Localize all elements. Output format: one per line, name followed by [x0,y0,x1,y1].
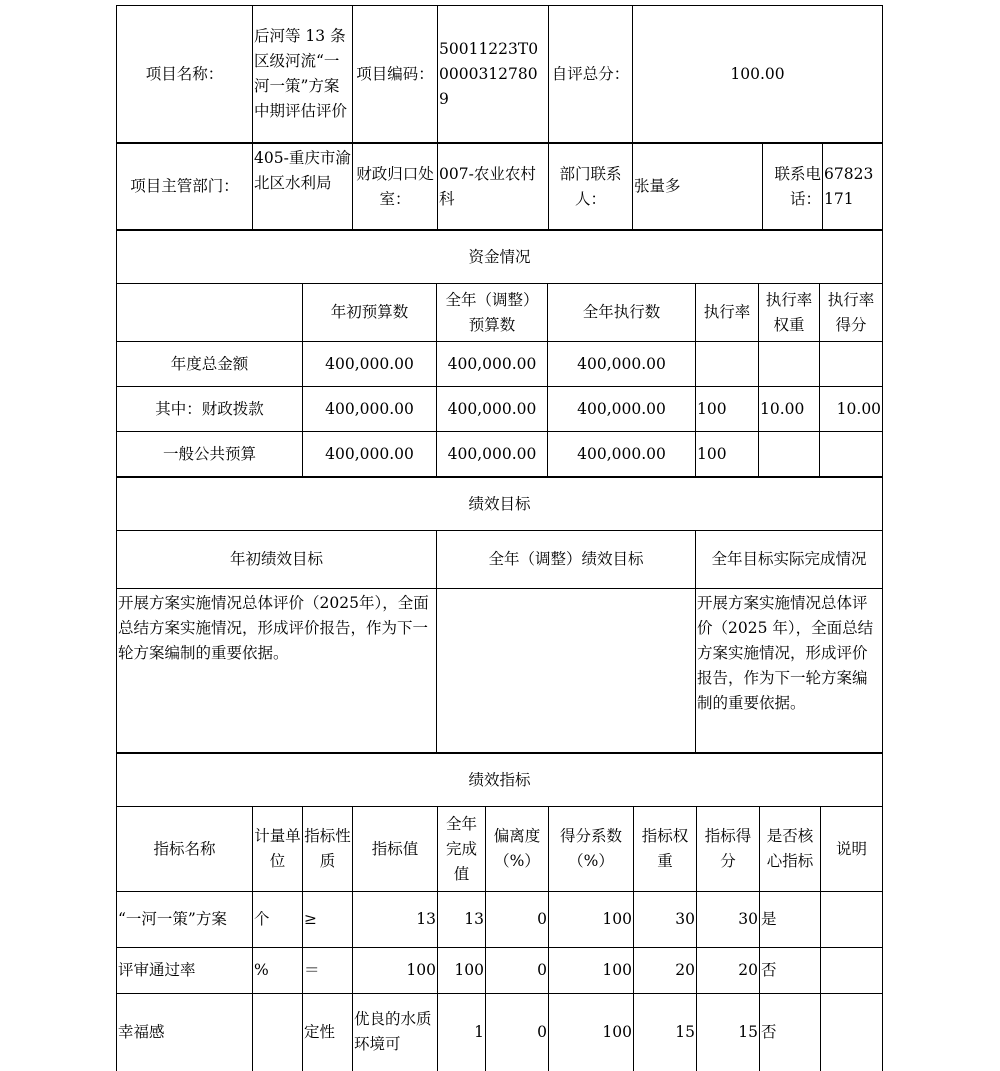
project-name-label: 项目名称： [117,6,253,143]
project-code-label: 项目编码： [353,6,438,143]
goals-initial-text: 开展方案实施情况总体评价（2025年），全面总结方案实施情况，形成评价报告，作为下一轮方案编制的重要依据。 [117,589,437,753]
ind-header-deviation: 偏离度（%） [486,807,549,892]
funds-row-weight: 10.00 [759,387,820,432]
goals-section-title: 绩效目标 [117,478,883,531]
funds-row-initial: 400,000.00 [303,432,437,477]
funds-row-rate [696,342,759,387]
ind-unit: % [253,948,303,994]
ind-deviation: 0 [486,892,549,948]
funds-row [117,387,883,432]
funds-row-initial: 400,000.00 [303,342,437,387]
dept-value: 405-重庆市渝北区水利局 [253,144,353,230]
ind-done: 1 [438,994,486,1071]
funds-row-rate: 100 [696,432,759,477]
project-info-table [116,5,883,143]
ind-header-value: 指标值 [353,807,438,892]
ind-value: 100 [353,948,438,994]
ind-weight: 15 [634,994,697,1071]
ind-header-unit: 计量单位 [253,807,303,892]
table-row [117,948,883,994]
ind-header-done: 全年完成值 [438,807,486,892]
funds-header-blank [117,284,303,342]
ind-header-score: 指标得分 [697,807,760,892]
goals-header-initial: 年初绩效目标 [117,531,437,589]
ind-header-nature: 指标性质 [303,807,353,892]
contact-label: 部门联系人： [549,144,633,230]
self-score-value: 100.00 [633,6,883,143]
ind-nature: ≥ [303,892,353,948]
ind-name: 幸福感 [117,994,253,1071]
performance-evaluation-form [116,5,883,1071]
table-row [117,994,883,1071]
funds-row-adjusted: 400,000.00 [437,387,548,432]
contact-value: 张量多 [633,144,763,230]
ind-value: 优良的水质环境可 [353,994,438,1071]
project-dept-table [116,143,883,230]
funds-row-adjusted: 400,000.00 [437,432,548,477]
funds-row-label: 其中：财政拨款 [117,387,303,432]
ind-coef: 100 [549,948,634,994]
indicators-table [116,753,883,1071]
dept-label: 项目主管部门： [117,144,253,230]
goals-header-adjusted: 全年（调整）绩效目标 [437,531,696,589]
funds-row-label: 一般公共预算 [117,432,303,477]
goals-actual-text: 开展方案实施情况总体评价（2025 年），全面总结方案实施情况，形成评价报告，作为下一轮方案编制的重要依据。 [696,589,883,753]
ind-note [821,948,883,994]
ind-score: 20 [697,948,760,994]
ind-score: 15 [697,994,760,1071]
goals-adjusted-text [437,589,696,753]
funds-row-initial: 400,000.00 [303,387,437,432]
funds-row-score: 10.00 [820,387,883,432]
phone-label: 联系电话： [763,144,823,230]
funds-row-executed: 400,000.00 [548,342,696,387]
ind-deviation: 0 [486,994,549,1071]
phone-value: 67823171 [823,144,883,230]
funds-row-weight [759,342,820,387]
ind-unit: 个 [253,892,303,948]
funds-header-rate: 执行率 [696,284,759,342]
goals-header-actual: 全年目标实际完成情况 [696,531,883,589]
funds-row-label: 年度总金额 [117,342,303,387]
table-row [117,892,883,948]
ind-core: 是 [760,892,821,948]
ind-done: 13 [438,892,486,948]
funds-table [116,230,883,477]
funds-row [117,432,883,477]
finance-office-label: 财政归口处室： [353,144,438,230]
ind-done: 100 [438,948,486,994]
ind-unit [253,994,303,1071]
funds-row-score [820,342,883,387]
ind-header-core: 是否核心指标 [760,807,821,892]
funds-row-score [820,432,883,477]
funds-header-executed: 全年执行数 [548,284,696,342]
goals-table [116,477,883,753]
project-name-value: 后河等 13 条区级河流“一河一策”方案中期评估评价 [253,6,353,143]
funds-header-score: 执行率得分 [820,284,883,342]
ind-note [821,994,883,1071]
ind-weight: 20 [634,948,697,994]
ind-coef: 100 [549,892,634,948]
funds-header-weight: 执行率权重 [759,284,820,342]
ind-core: 否 [760,948,821,994]
ind-header-name: 指标名称 [117,807,253,892]
ind-value: 13 [353,892,438,948]
ind-weight: 30 [634,892,697,948]
ind-nature: 定性 [303,994,353,1071]
ind-header-coef: 得分系数（%） [549,807,634,892]
ind-deviation: 0 [486,948,549,994]
funds-row [117,342,883,387]
self-score-label: 自评总分： [549,6,633,143]
funds-row-weight [759,432,820,477]
project-code-value: 50011223T000003127809 [438,6,549,143]
funds-row-adjusted: 400,000.00 [437,342,548,387]
funds-row-rate: 100 [696,387,759,432]
ind-header-note: 说明 [821,807,883,892]
funds-header-initial: 年初预算数 [303,284,437,342]
funds-header-adjusted: 全年（调整）预算数 [437,284,548,342]
indicators-section-title: 绩效指标 [117,754,883,807]
ind-note [821,892,883,948]
funds-section-title: 资金情况 [117,231,883,284]
ind-header-weight: 指标权重 [634,807,697,892]
funds-row-executed: 400,000.00 [548,387,696,432]
finance-office-value: 007-农业农村科 [438,144,549,230]
ind-coef: 100 [549,994,634,1071]
ind-score: 30 [697,892,760,948]
ind-core: 否 [760,994,821,1071]
ind-nature: ＝ [303,948,353,994]
ind-name: 评审通过率 [117,948,253,994]
funds-row-executed: 400,000.00 [548,432,696,477]
ind-name: “一河一策”方案 [117,892,253,948]
